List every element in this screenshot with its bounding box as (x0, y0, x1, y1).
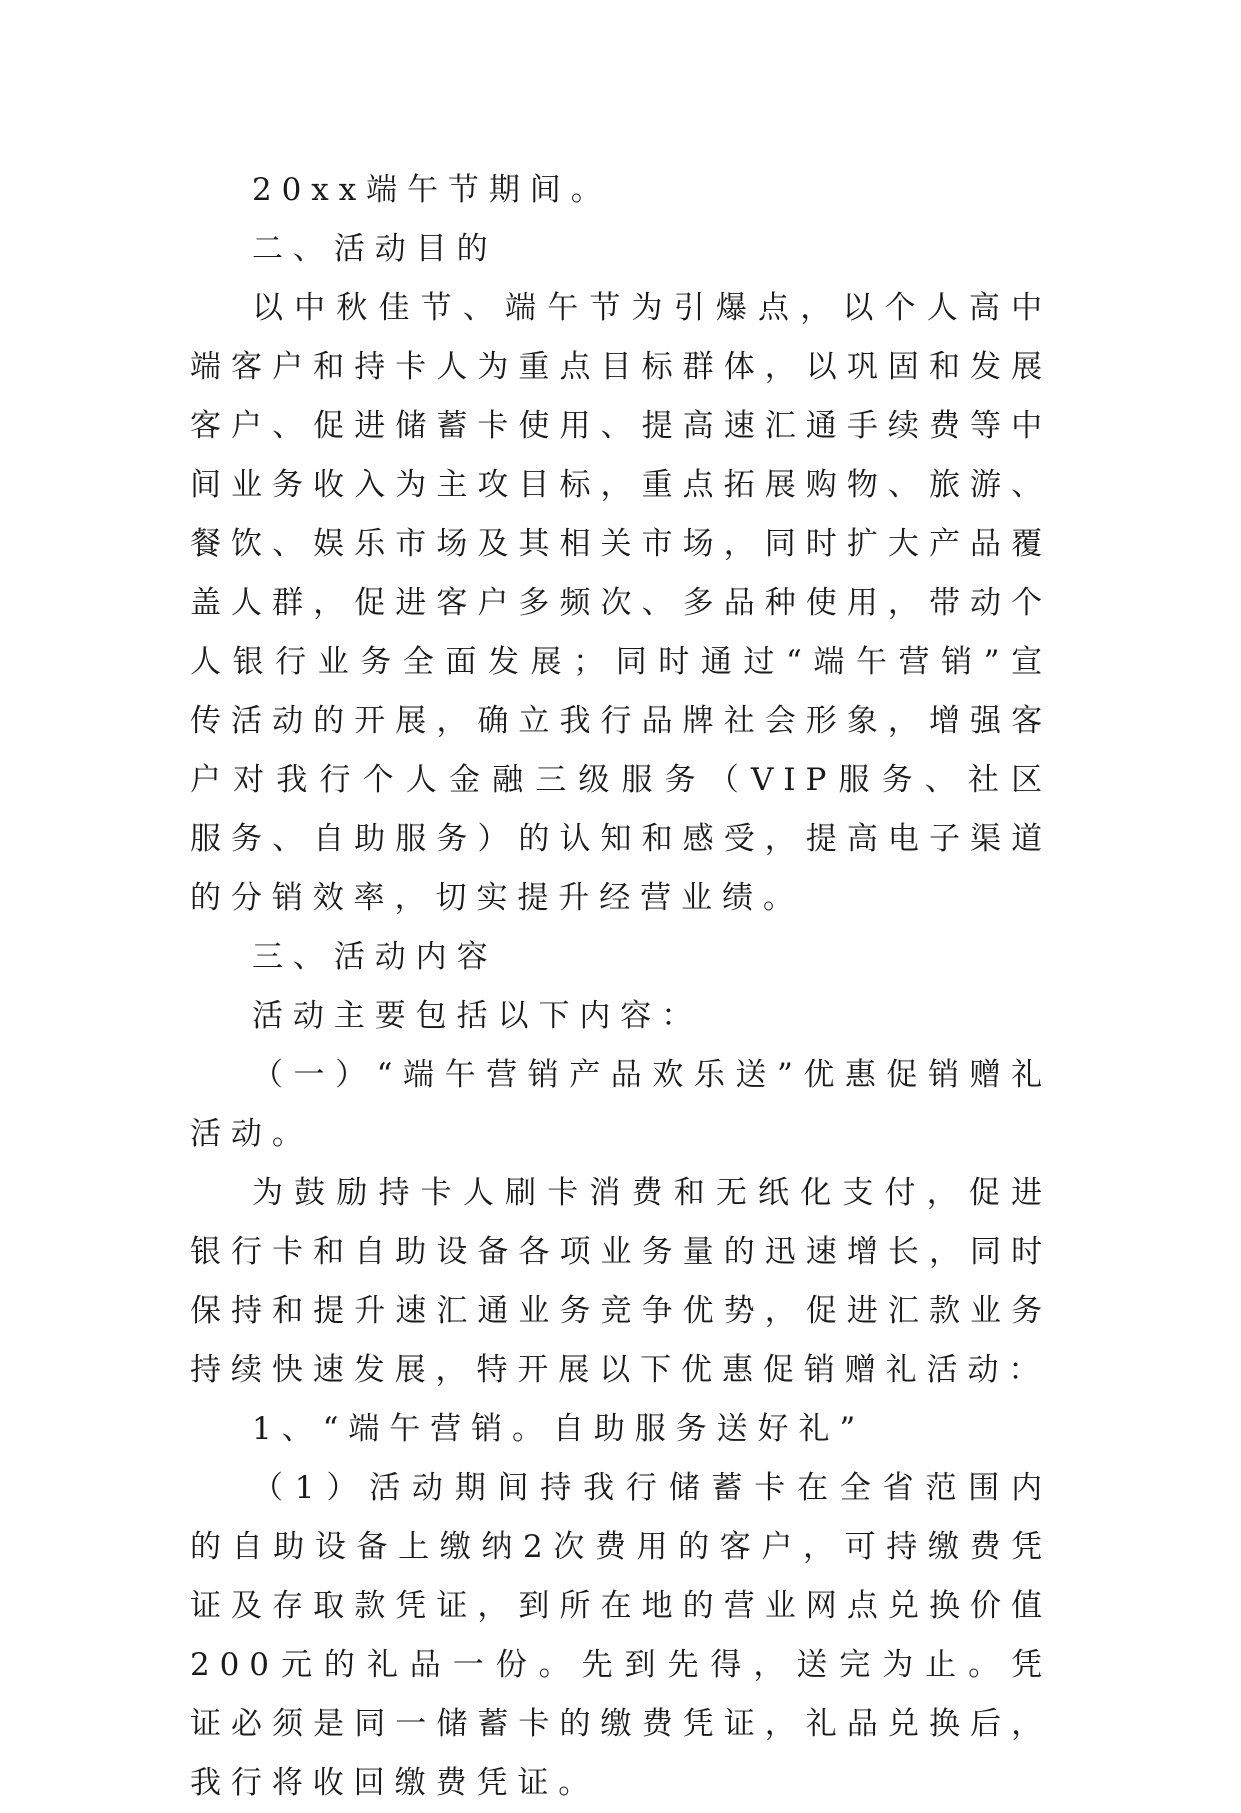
section-heading-content: 三、活动内容 (252, 939, 498, 975)
subsection-heading-1: （一）“端午营销产品欢乐送”优惠促销赠礼活动。 (190, 1057, 1052, 1152)
subsection-1-paragraph: 为鼓励持卡人刷卡消费和无纸化支付，促进银行卡和自助设备各项业务量的迅速增长，同时保持和提升速汇通业务竞争优势，促进汇款业务持续快速发展，特开展以下优惠促销赠礼活动： (190, 1175, 1052, 1388)
item-1-1-paragraph: （1）活动期间持我行储蓄卡在全省范围内的自助设备上缴纳2次费用的客户，可持缴费凭证及存取款凭证，到所在地的营业网点兑换价值200元的礼品一份。先到先得，送完为止。凭证必须是同一储蓄卡的缴费凭证，礼品兑换后，我行将收回缴费凭证。 (190, 1470, 1052, 1801)
section-heading-purpose: 二、活动目的 (252, 231, 498, 267)
document-page (190, 161, 1052, 1813)
purpose-paragraph: 以中秋佳节、端午节为引爆点，以个人高中端客户和持卡人为重点目标群体，以巩固和发展客户、促进储蓄卡使用、提高速汇通手续费等中间业务收入为主攻目标，重点拓展购物、旅游、餐饮、娱乐市场及其相关市场，同时扩大产品覆盖人群，促进客户多频次、多品种使用，带动个人银行业务全面发展；同时通过“端午营销”宣传活动的开展，确立我行品牌社会形象，增强客户对我行个人金融三级服务（VIP服务、社区服务、自助服务）的认知和感受，提高电子渠道的分销效率，切实提升经营业绩。 (190, 290, 1052, 916)
time-paragraph: 20xx端午节期间。 (252, 172, 612, 208)
content-intro-paragraph: 活动主要包括以下内容： (252, 998, 703, 1034)
item-1-heading: 1、“端午营销。自助服务送好礼” (252, 1411, 866, 1447)
